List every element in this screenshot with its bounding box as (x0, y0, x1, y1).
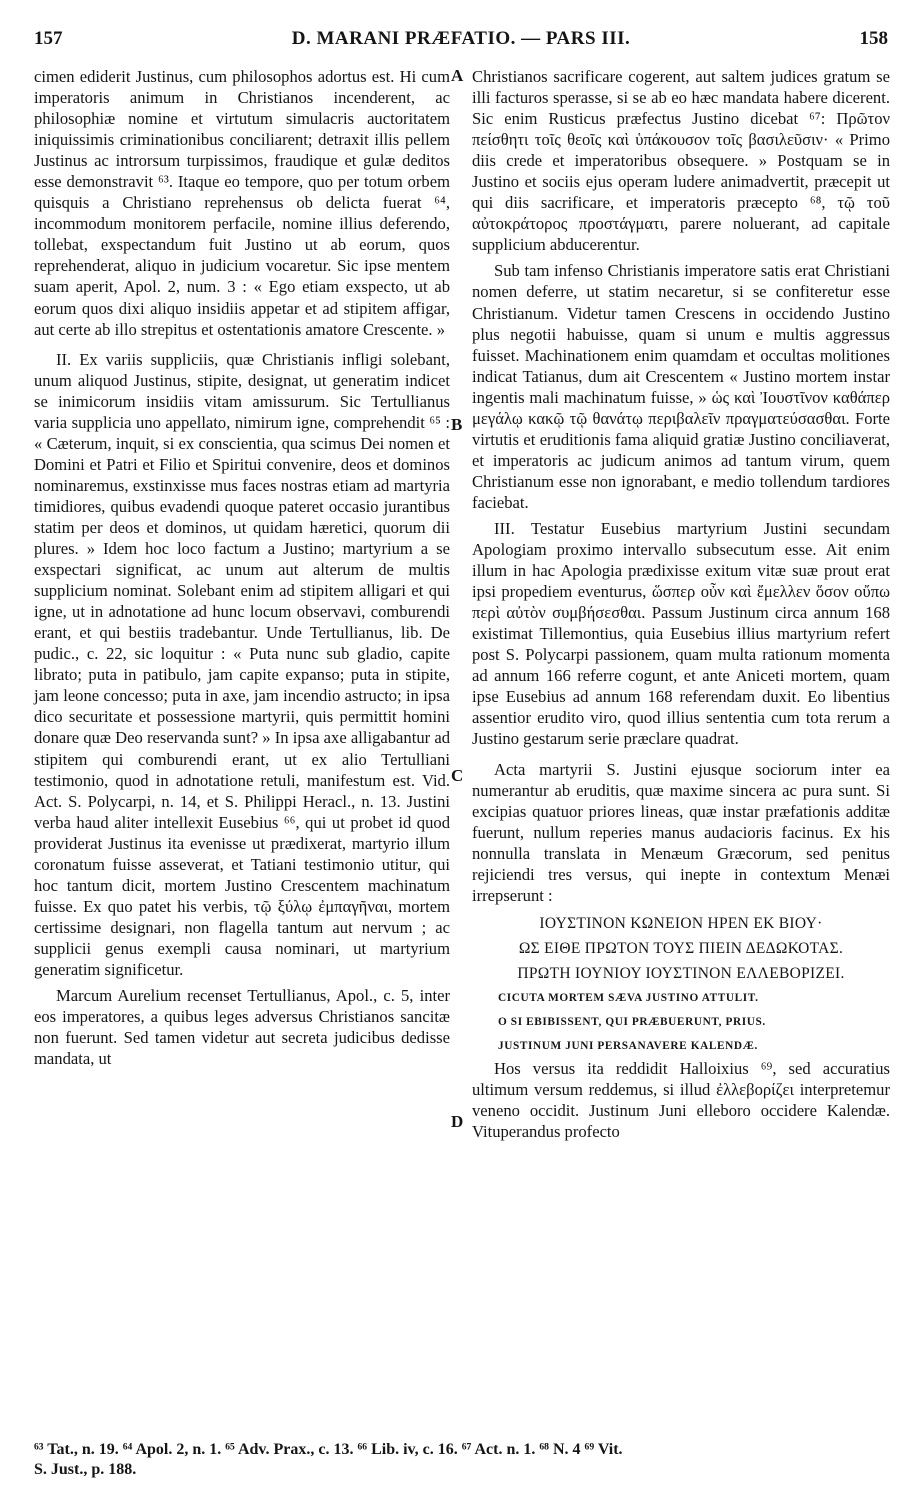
greek-verse: ΠΡΩΤΗ ΙΟΥΝΙΟΥ ΙΟΥΣΤΙΝΟΝ ΕΛΛΕΒΟΡΙΖΕΙ. (517, 964, 845, 982)
margin-letter-b: B (451, 415, 463, 434)
right-paragraph-2: Sub tam infenso Christianis imperatore satis erat Christiani nomen deferre, ut statim necaretur, si se confiteretur esse Christianum. Videtur tamen Crescens in occidendo Justino plus negotii habuisse, quam si unum e multis aggressus fuisset. Machinationem enim quamdam et occultas molitiones indicat Tatianus, dum ait Crescentem « Justino mortem instar ingentis mali machinatum fuisse, » ὡς καὶ Ἰουστῖνον καθάπερ μεγάλῳ κακῷ τῷ θανάτῳ περιβαλεῖν πραγματεύσασθαι. Forte virtutis et eruditionis fama aliquid gratiæ Justino conciliaverat, et imperatoris ac judicum animos ad tantum virum, quem Christianum esse non ignorabant, e medio tollendum tardiores faciebat. (472, 261, 890, 512)
running-header (34, 22, 888, 56)
greek-verses (472, 911, 890, 986)
latin-verse: O SI EBIBISSENT, QUI PRÆBUERUNT, PRIUS. (498, 1015, 766, 1028)
latin-verse: JUSTINUM JUNI PERSANAVERE KALENDÆ. (498, 1039, 758, 1052)
footnotes-line-1: ⁶³ Tat., n. 19. ⁶⁴ Apol. 2, n. 1. ⁶⁵ Adv. Prax., c. 13. ⁶⁶ Lib. iv, c. 16. ⁶⁷ Act. n. 1. ⁶⁸ N. 4 ⁶⁹ Vit. (34, 1441, 623, 1458)
margin-letter-a: A (451, 66, 464, 85)
right-paragraph-4: Acta martyrii S. Justini ejusque sociorum inter ea numerantur ab eruditis, quæ maxime sincera ac pura sunt. Si excipias quatuor priores lineas, quæ instar præfationis additæ fuerunt, nullum reperies manus audacioris facinus. Ex his nonnulla translata in Menæum Græcorum, sed penitus rejiciendi tres versus, qui inepte in contextum Menæi irrepserunt : (472, 759, 890, 905)
greek-verse: ΙΟΥΣΤΙΝΟΝ ΚΩΝΕΙΟΝ ΗΡΕΝ ΕΚ ΒΙΟΥ· (539, 914, 823, 932)
margin-letter-c: C (451, 766, 464, 785)
page-number-right: 158 (859, 28, 888, 49)
latin-verses (472, 986, 890, 1058)
footnotes-line-2: S. Just., p. 188. (34, 1461, 137, 1478)
left-paragraph-1: cimen ediderit Justinus, cum philosophos adortus est. Hi cum imperatoris animum in Christianos incenderent, ac philosophiæ nomine et virtutum simulacris auctoritatem iniquissimis criminationibus conciliarent; detraxit illis pellem Justinus ac introrsum turpissimos, fraudique et gulæ deditos esse demonstravit ⁶³. Itaque eo tempore, quo per totum orbem quisquis a Christiano reprehensus ob delicta fuerat ⁶⁴, incommodum monitorem perfacile, nomine illius deferendo, tollebat, exspectandum fuit Justino ut ab eorum, quos reprehenderat, aliquo in judicium vocaretur. Sic ipse mentem suam aperit, Apol. 2, num. 3 : « Ego etiam exspecto, ut ab eorum quos dixi aliquo insidiis appetar et ad stipitem affigar, aut certe ab illo strepitus et ostentationis amatore Crescente. » (34, 67, 450, 339)
latin-verse: CICUTA MORTEM SÆVA JUSTINO ATTULIT. (498, 991, 759, 1004)
footnotes (34, 1440, 888, 1480)
left-column (34, 66, 450, 1069)
right-column (472, 66, 890, 1142)
right-paragraph-1: Christianos sacrificare cogerent, aut saltem judices gratum se illi facturos sperasse, si se ab eo hæc mandata habere dicerent. Sic enim Rusticus præfectus Justino dicebat ⁶⁷: Πρῶτον πείσθητι τοῖς θεοῖς καὶ ὑπάκουσον τοῖς βασιλεῦσιν· « Primo diis crede et imperatoribus obsequere. » Postquam se in Justino et sociis ejus operam ludere animadvertit, præcepit ut qui diis sacrificare, et imperatoris præcepto ⁶⁸, τῷ τοῦ αὐτοκράτορος προστάγματι, parere noluerant, ad capitale supplicium abducerentur. (472, 67, 890, 255)
greek-verse: ΩΣ ΕΙΘΕ ΠΡΩΤΟΝ ΤΟΥΣ ΠΙΕΙΝ ΔΕΔΩΚΟΤΑΣ. (518, 939, 844, 957)
right-paragraph-5: Hos versus ita reddidit Halloixius ⁶⁹, sed accuratius ultimum versum reddemus, si illud ἐλλεβορίζει interpretemur veneno occidit. Justinum Juni elleboro occidere Kalendæ. Vituperandus profecto (472, 1058, 890, 1141)
running-title: D. MARANI PRÆFATIO. — PARS III. (291, 28, 631, 49)
left-paragraph-2: II. Ex variis suppliciis, quæ Christianis infligi solebant, unum aliquod Justinus, stipite, designat, ut generatim indicet se inimicorum insidiis vitam amissurum. Sic Tertullianus varia supplicia uno appellato, nimirum igne, comprehendit ⁶⁵ : « Cæterum, inquit, si ex conscientia, qua scimus Dei nomen et Domini et Patri et Filio et Spiritui convenire, deos et dominos nominaremus, exstinxisse mus faces nostras etiam ad martyria timidiores, quibus evadendi quoque pateret occasio jurantibus statim per deos et dominos, ut quidam hæretici, quorum dii plures. » Idem hoc loco factum a Justino; martyrium a se exspectari significat, ac unum aut alterum de multis supplicium nominat. Solebant enim ad stipitem alligari et qui igne, ut in adnotatione ad hunc locum observavi, comburendi erant, et qui bestiis tradebantur. Unde Tertullianus, lib. De pudic., c. 22, sic loquitur : « Puta nunc sub gladio, capite librato; puta in patibulo, jam capite expanso; puta in stipite, jam leone concesso; puta in axe, jam incendio astructo; in ipsa dico securitate et possessione martyrii, quis permittit homini donare quæ Deo reservanda sunt? » In ipsa axe alligabantur ad stipitem qui comburendi erant, ut ex alio Tertulliani testimonio, quod in adnotatione retuli, manifestum est. Vid. Act. S. Polycarpi, n. 14, et S. Philippi Heracl., n. 13. Justini verba haud aliter intellexit Eusebius ⁶⁶, qui ut probet id quod providerat Justinus ita evenisse ut prædixerat, martyrio illum coronatum fuisse asseverat, et Tatiani testimonio utitur, qui hoc tantum dicit, mortem Justino Crescentem machinatum fuisse. Ex quo patet his verbis, τῷ ξύλῳ ἐμπαγῆναι, mortem certissime designari, non flagella tantum aut nervum ; ac supplicii genus exempli causa nominari, ut martyrium generatim significetur. (34, 349, 450, 979)
right-paragraph-3: III. Testatur Eusebius martyrium Justini secundam Apologiam proximo intervallo subsecutum esse. Ait enim illum in hac Apologia prædixisse exitum vitæ suæ prout erat ipsi propediem eventurus, ὥσπερ οὖν καὶ ἔμελλεν ὅσον οὔπω περὶ αὐτὸν συμβήσεσθαι. Passum Justinum circa annum 168 existimat Tillemontius, quia Eusebius illius martyrium refert post S. Polycarpi passionem, quam multa rationum momenta ad annum 166 referre cogunt, et ante Aniceti mortem, quam ipse Eusebius ad annum 168 referendam duxit. Eo libentius assentior erudito viro, quod illius sententia cum tota rerum a Justino gestarum serie præclare quadrat. (472, 518, 890, 749)
page-number-left: 157 (34, 28, 63, 49)
left-paragraph-3: Marcum Aurelium recenset Tertullianus, Apol., c. 5, inter eos imperatores, a quibus leges adversus Christianos sancitæ non fuerunt. Sed tamen videtur aut secreta judicibus dedisse mandata, ut (34, 986, 450, 1069)
margin-letter-d: D (451, 1112, 464, 1131)
